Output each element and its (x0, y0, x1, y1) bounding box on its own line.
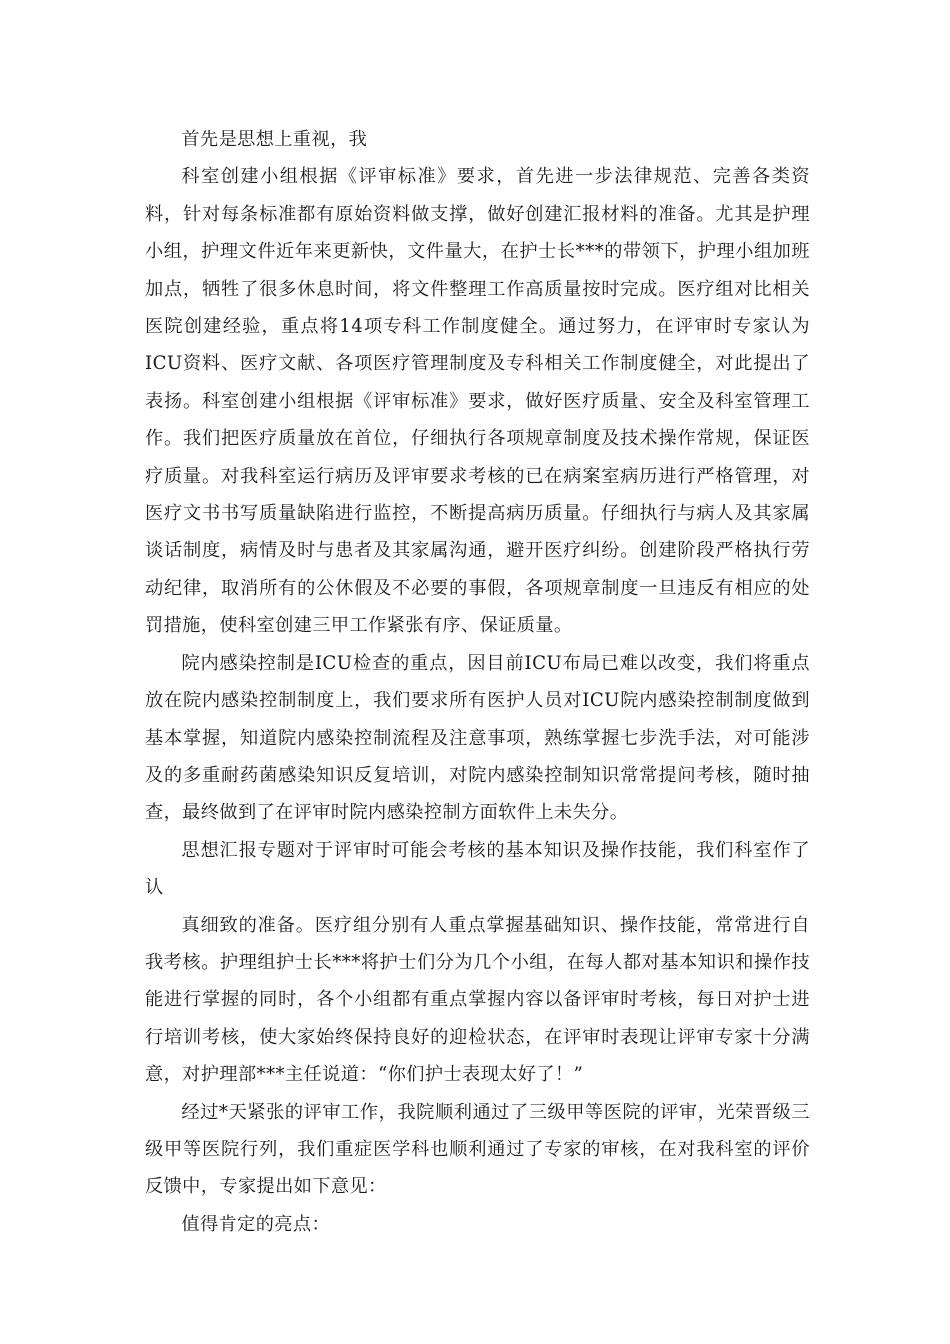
paragraph-highlights: 值得肯定的亮点： (181, 1213, 331, 1235)
paragraph-skills-detail: 真细致的准备。医疗组分别有人重点掌握基础知识、操作技能，常常进行自我考核。护理组护士长***将护士们分为几个小组，在每人都对基本知识和操作技能进行掌握的同时，各个小组都有重点掌握内容以备评审时考核，每日对护士进行培训考核，使大家始终保持良好的迎检状态，在评审时表现让评审专家十分满意，对护理部***主任说道：“你们护士表现太好了！” (145, 914, 810, 1086)
paragraph-infection-control: 院内感染控制是ICU检查的重点，因目前ICU布局已难以改变，我们将重点放在院内感染控制制度上，我们要求所有医护人员对ICU院内感染控制制度做到基本掌握，知道院内感染控制流程及注意事项，熟练掌握七步洗手法，对可能涉及的多重耐药菌感染知识反复培训，对院内感染控制知识常常提问考核，随时抽查，最终做到了在评审时院内感染控制方面软件上未失分。 (145, 652, 810, 824)
paragraph-preparation: 科室创建小组根据《评审标准》要求，首先进一步法律规范、完善各类资料，针对每条标准都有原始资料做支撑，做好创建汇报材料的准备。尤其是护理小组，护理文件近年来更新快，文件量大，在护士长***的带领下，护理小组加班加点，牺牲了很多休息时间，将文件整理工作高质量按时完成。医疗组对比相关医院创建经验，重点将14项专科工作制度健全。通过努力，在评审时专家认为ICU资料、医疗文献、各项医疗管理制度及专科相关工作制度健全，对此提出了表扬。科室创建小组根据《评审标准》要求，做好医疗质量、安全及科室管理工作。我们把医疗质量放在首位，仔细执行各项规章制度及技术操作常规，保证医疗质量。对我科室运行病历及评审要求考核的已在病案室病历进行严格管理，对医疗文书书写质量缺陷进行监控，不断提高病历质量。仔细执行与病人及其家属谈话制度，病情及时与患者及其家属沟通，避开医疗纠纷。创建阶段严格执行劳动纪律，取消所有的公休假及不必要的事假，各项规章制度一旦违反有相应的处罚措施，使科室创建三甲工作紧张有序、保证质量。 (145, 166, 810, 637)
paragraph-skills-heading: 思想汇报专题对于评审时可能会考核的基本知识及操作技能，我们科室作了认 (145, 839, 810, 899)
paragraph-intro: 首先是思想上重视，我 (181, 129, 368, 150)
paragraph-review-result: 经过*天紧张的评审工作，我院顺利通过了三级甲等医院的评审，光荣晋级三级甲等医院行列，我们重症医学科也顺利通过了专家的审核，在对我科室的评价反馈中，专家提出如下意见： (145, 1101, 810, 1198)
document-body (145, 121, 810, 1243)
